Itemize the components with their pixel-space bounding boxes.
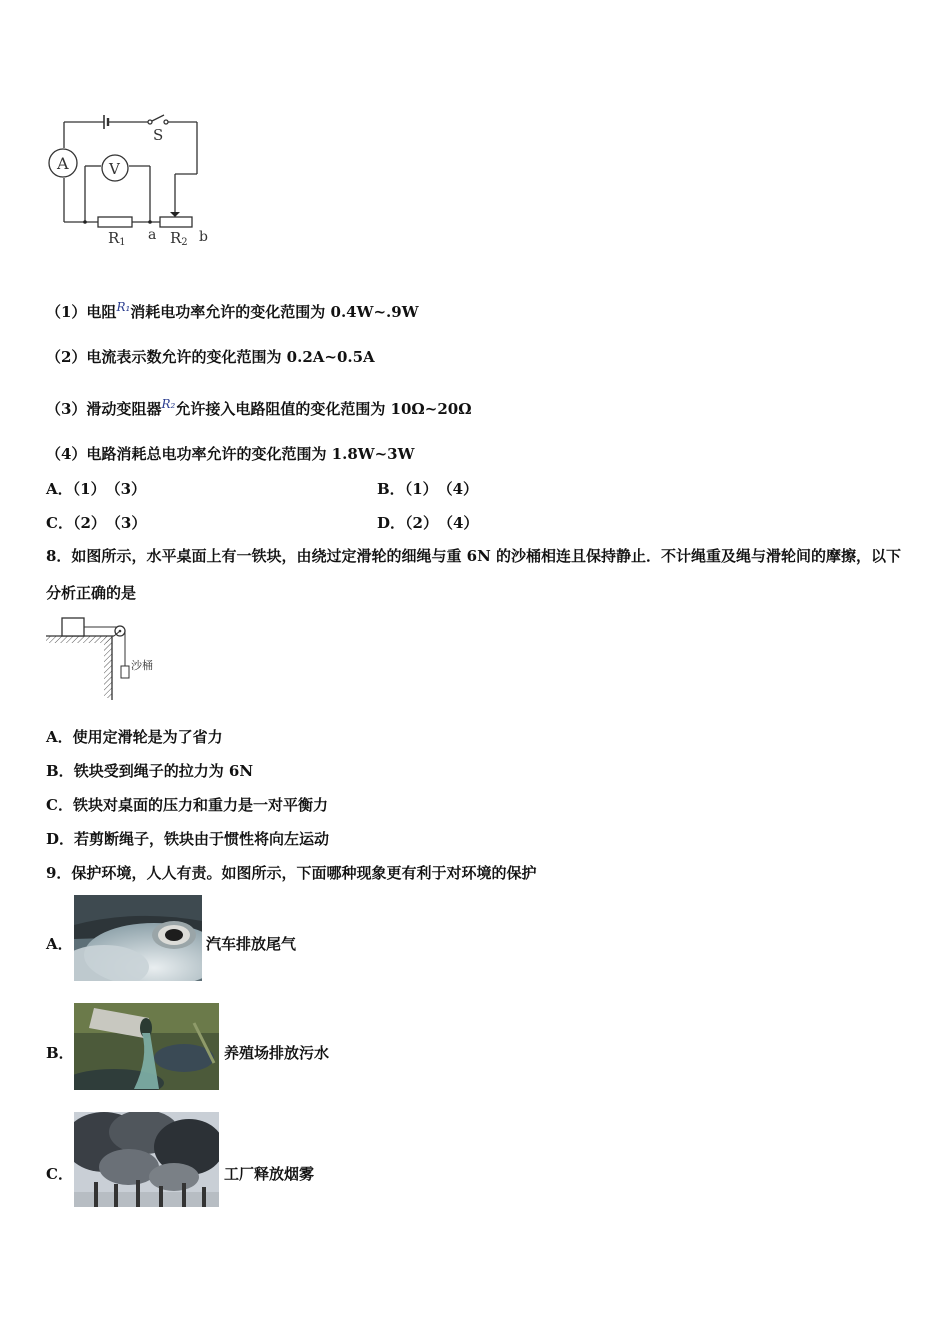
statement-4: （4）电路消耗总电功率允许的变化范围为 1.8W~3W: [46, 445, 415, 463]
q9-option-a-letter[interactable]: A．: [46, 935, 73, 953]
r2-subscript: 2: [181, 237, 188, 248]
r1-label: R: [108, 229, 120, 247]
car-exhaust-photo: [74, 895, 202, 981]
sand-bucket: [121, 666, 129, 678]
q9-option-b-caption[interactable]: 养殖场排放污水: [224, 1044, 330, 1062]
circuit-diagram: [40, 108, 240, 253]
factory-smoke-photo: [74, 1112, 219, 1207]
sewage-pipe-photo: [74, 1003, 219, 1090]
statement-3: （3）滑动变阻器$^{R_2}$允许接入电路阻值的变化范围为 10Ω~20Ω: [46, 397, 472, 418]
statement-1: （1）电阻$^{R_1}$消耗电功率允许的变化范围为 0.4W~.9W: [46, 300, 419, 321]
q8-option-d[interactable]: D．若剪断绳子，铁块由于惯性将向左运动: [46, 830, 330, 848]
q9-stem: 9．保护环境，人人有责。如图所示，下面哪种现象更有利于对环境的保护: [46, 864, 537, 882]
svg-text:R1: [108, 229, 126, 248]
q9-option-b-letter[interactable]: B．: [46, 1044, 74, 1062]
r2-label: R: [170, 229, 182, 247]
point-b-label: b: [199, 229, 208, 245]
q7-option-b[interactable]: B．（1） （4）: [377, 480, 479, 498]
q9-option-c-letter[interactable]: C．: [46, 1165, 73, 1183]
q7-option-c[interactable]: C．（2） （3）: [46, 514, 147, 532]
point-a-label: a: [148, 227, 157, 243]
q7-option-a[interactable]: A．（1） （3）: [46, 480, 147, 498]
pulley-figure: [44, 614, 164, 704]
statement-2: （2）电流表示数允许的变化范围为 0.2A~0.5A: [46, 348, 375, 366]
ammeter-label: A: [57, 154, 69, 173]
r2-symbol: R₂: [161, 397, 176, 411]
voltmeter-label: V: [109, 160, 120, 178]
q7-option-d[interactable]: D．（2） （4）: [377, 514, 479, 532]
q8-stem: 8．如图所示，水平桌面上有一铁块，由绕过定滑轮的细绳与重 6N 的沙桶相连且保持静止．不计绳重及绳与滑轮间的摩擦，以下分析正确的是: [46, 547, 902, 602]
q8-option-b[interactable]: B．铁块受到绳子的拉力为 6N: [46, 762, 254, 780]
q8-option-c[interactable]: C．铁块对桌面的压力和重力是一对平衡力: [46, 796, 328, 814]
switch-label: S: [153, 126, 164, 144]
q9-option-c-caption[interactable]: 工厂释放烟雾: [224, 1165, 315, 1183]
svg-text:R2: [170, 229, 188, 248]
q8-option-a[interactable]: A．使用定滑轮是为了省力: [46, 728, 223, 746]
r1-subscript: 1: [119, 237, 126, 248]
iron-block: [62, 618, 84, 636]
sand-bucket-label: 沙桶: [131, 659, 153, 672]
q9-option-a-caption[interactable]: 汽车排放尾气: [206, 935, 297, 953]
r1-symbol: R₁: [116, 300, 131, 314]
